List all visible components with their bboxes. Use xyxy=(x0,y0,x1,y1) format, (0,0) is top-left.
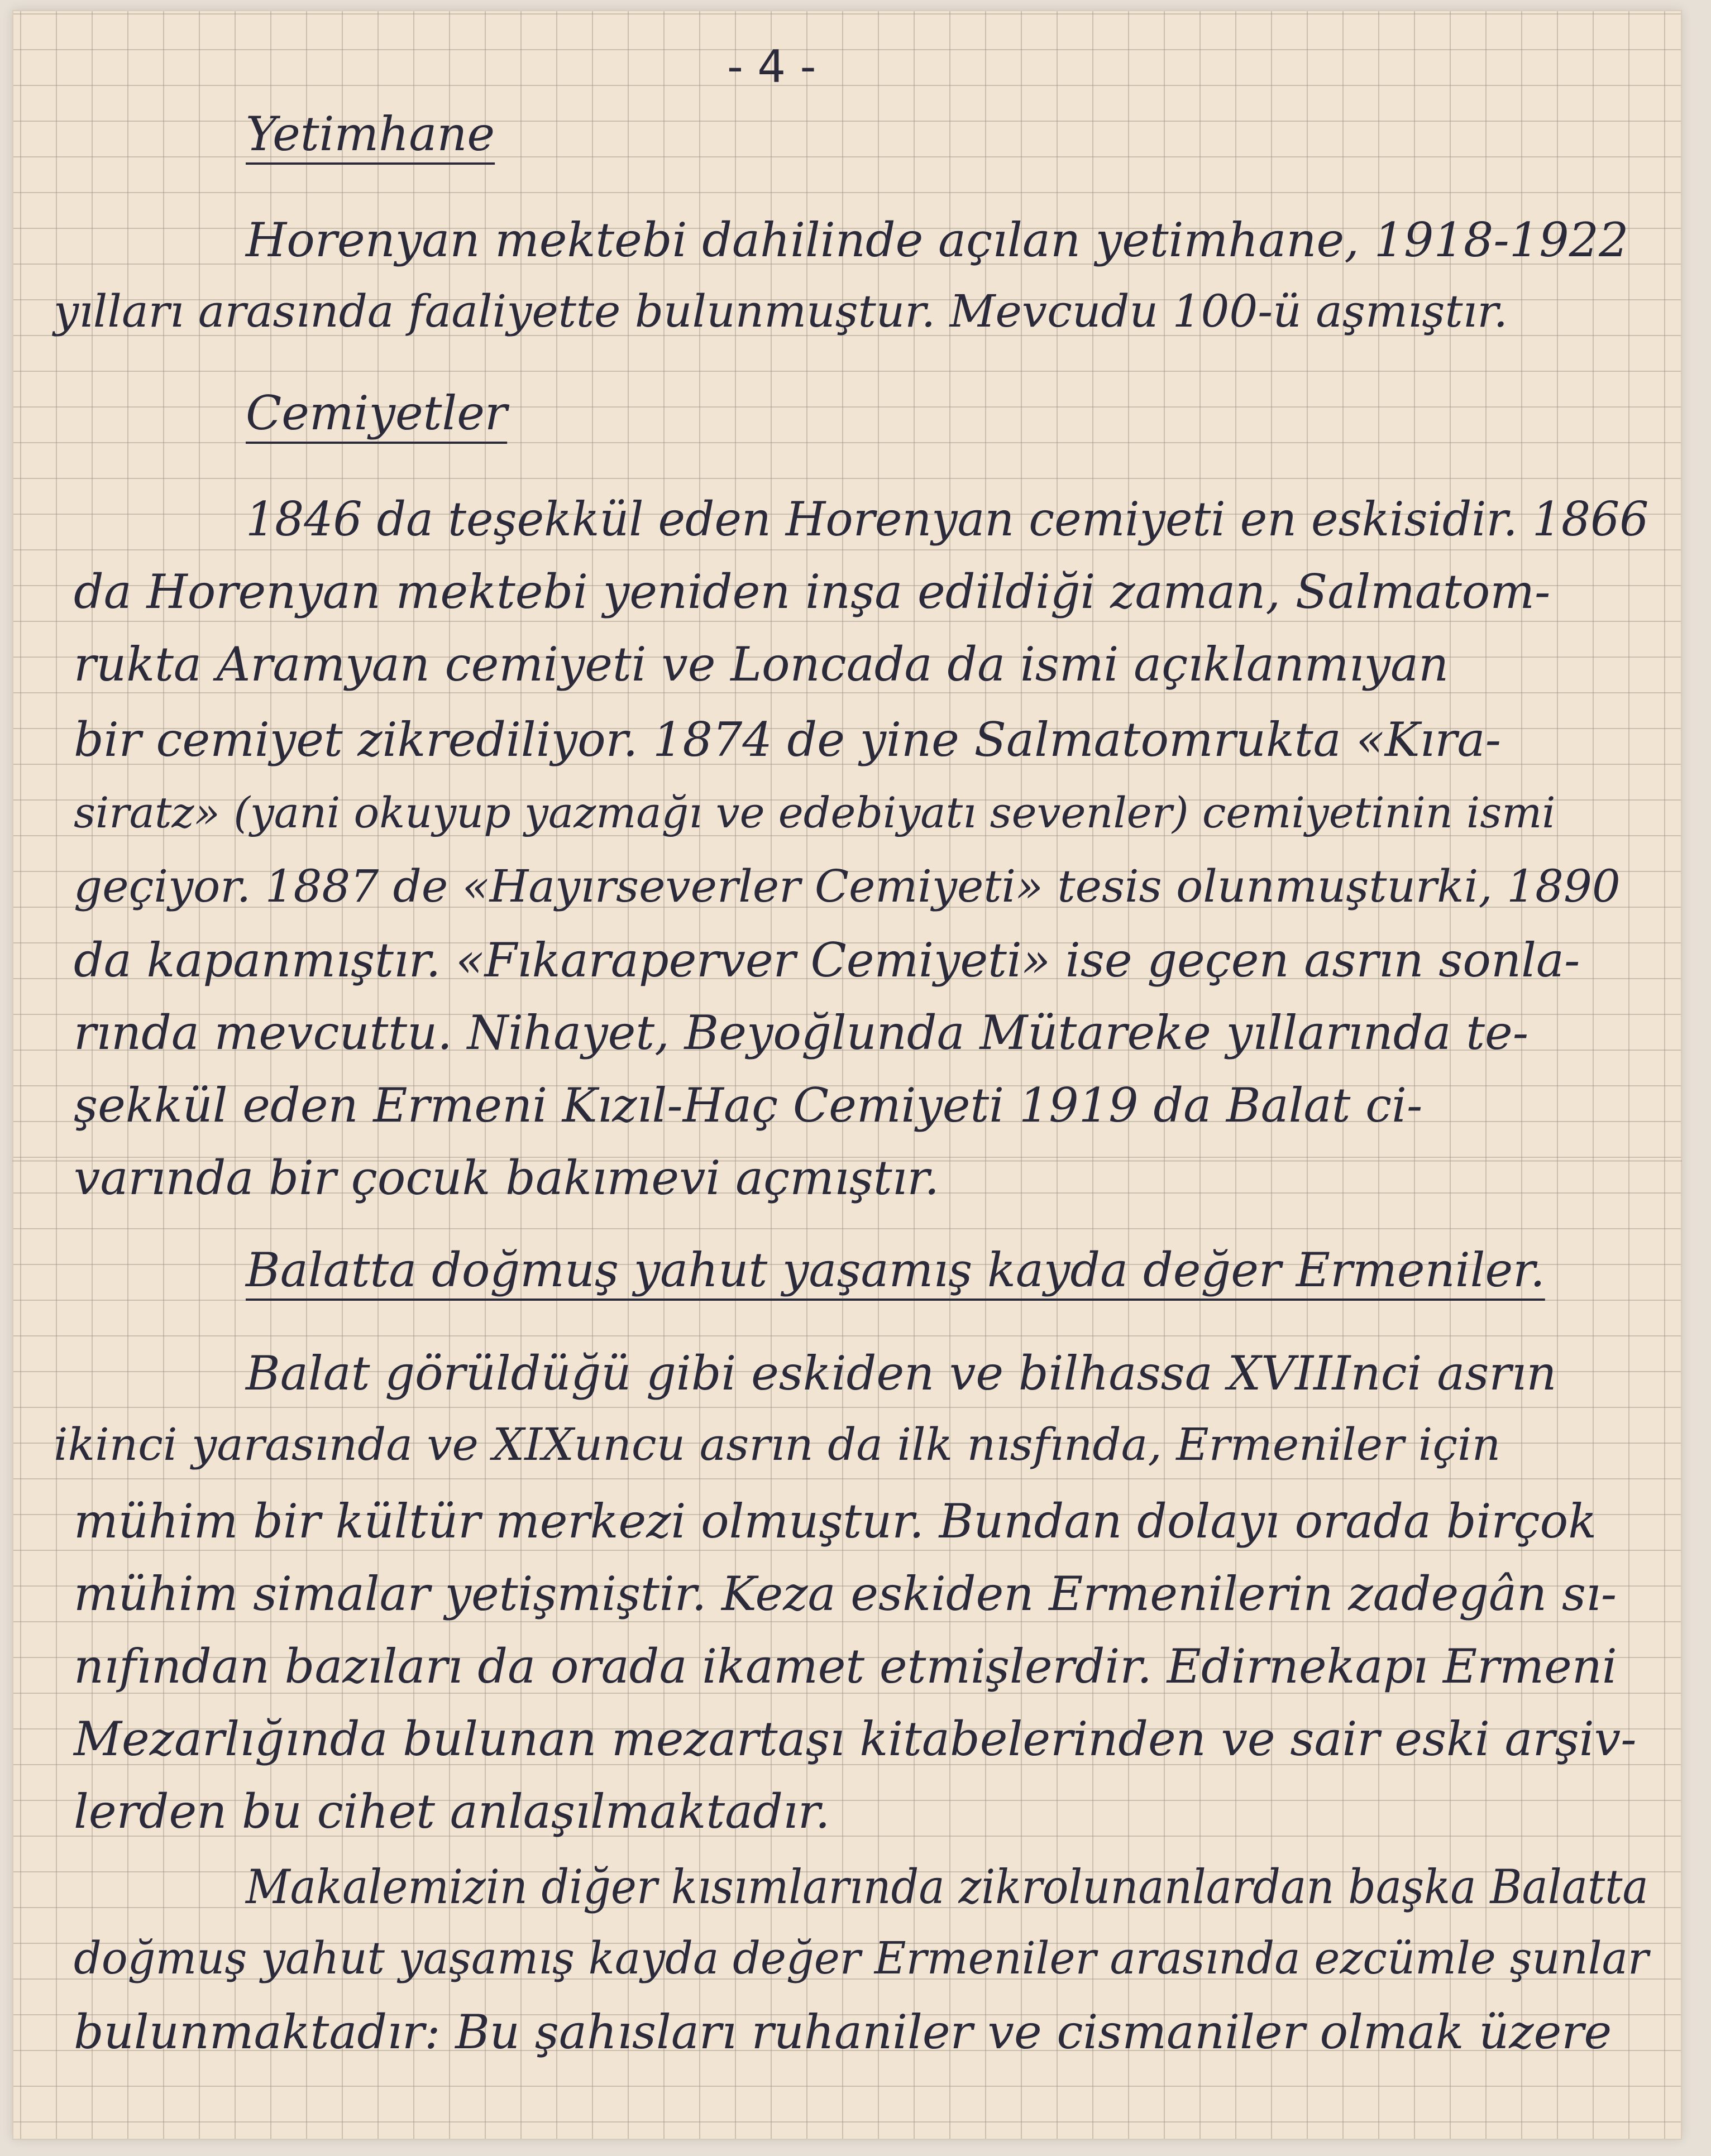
text-line: Mezarlığında bulunan mezartaşı kitabelerinden ve sair eski arşiv- xyxy=(74,1712,1637,1766)
text-line: Horenyan mektebi dahilinde açılan yetimhane, 1918-1922 xyxy=(246,213,1629,267)
text-line: lerden bu cihet anlaşılmaktadır. xyxy=(74,1784,830,1839)
text-line: mühim bir kültür merkezi olmuştur. Bundan dolayı orada birçok xyxy=(74,1494,1597,1549)
text-line: doğmuş yahut yaşamış kayda değer Ermeniler arasında ezcümle şunlar xyxy=(74,1932,1649,1984)
text-line: geçiyor. 1887 de «Hayırseverler Cemiyeti» tesis olunmuşturki, 1890 xyxy=(74,860,1621,912)
text-line: mühim simalar yetişmiştir. Keza eskiden Ermenilerin zadegân sı- xyxy=(74,1566,1617,1621)
text-line: bir cemiyet zikrediliyor. 1874 de yine Salmatomrukta «Kıra- xyxy=(74,712,1502,767)
page-number: - 4 - xyxy=(727,41,816,93)
text-line: ikinci yarasında ve XIXuncu asrın da ilk nısfında, Ermeniler için xyxy=(54,1419,1501,1470)
section-heading-cemiyetler: Cemiyetler xyxy=(246,386,508,440)
text-line: bulunmaktadır: Bu şahısları ruhaniler ve cismaniler olmak üzere xyxy=(74,2005,1612,2059)
text-line: rukta Aramyan cemiyeti ve Loncada da ismi açıklanmıyan xyxy=(74,637,1449,692)
text-line: da Horenyan mektebi yeniden inşa edildiği zaman, Salmatom- xyxy=(74,564,1551,619)
text-line: siratz» (yani okuyup yazmağı ve edebiyatı sevenler) cemiyetinin ismi xyxy=(74,788,1556,837)
text-line: nıfından bazıları da orada ikamet etmişlerdir. Edirnekapı Ermeni xyxy=(74,1639,1617,1694)
text-line: şekkül eden Ermeni Kızıl-Haç Cemiyeti 1919 da Balat ci- xyxy=(74,1078,1423,1133)
text-line: varında bir çocuk bakımevi açmıştır. xyxy=(74,1151,940,1205)
text-line: yılları arasında faaliyette bulunmuştur. Mevcudu 100-ü aşmıştır. xyxy=(54,285,1508,337)
text-line: Makalemizin diğer kısımlarında zikrolunanlardan başka Balatta xyxy=(246,1860,1648,1914)
text-line: Balat görüldüğü gibi eskiden ve bilhassa XVIIInci asrın xyxy=(246,1346,1557,1401)
text-line: da kapanmıştır. «Fıkaraperver Cemiyeti» ise geçen asrın sonla- xyxy=(74,933,1580,988)
section-heading-yetimhane: Yetimhane xyxy=(246,107,495,161)
section-heading-ermeniler: Balatta doğmuş yahut yaşamış kayda değer Ermeniler. xyxy=(246,1243,1545,1297)
text-line: rında mevcuttu. Nihayet, Beyoğlunda Mütareke yıllarında te- xyxy=(74,1005,1529,1060)
text-line: 1846 da teşekkül eden Horenyan cemiyeti en eskisidir. 1866 xyxy=(246,492,1649,547)
notebook-page xyxy=(12,10,1682,2140)
